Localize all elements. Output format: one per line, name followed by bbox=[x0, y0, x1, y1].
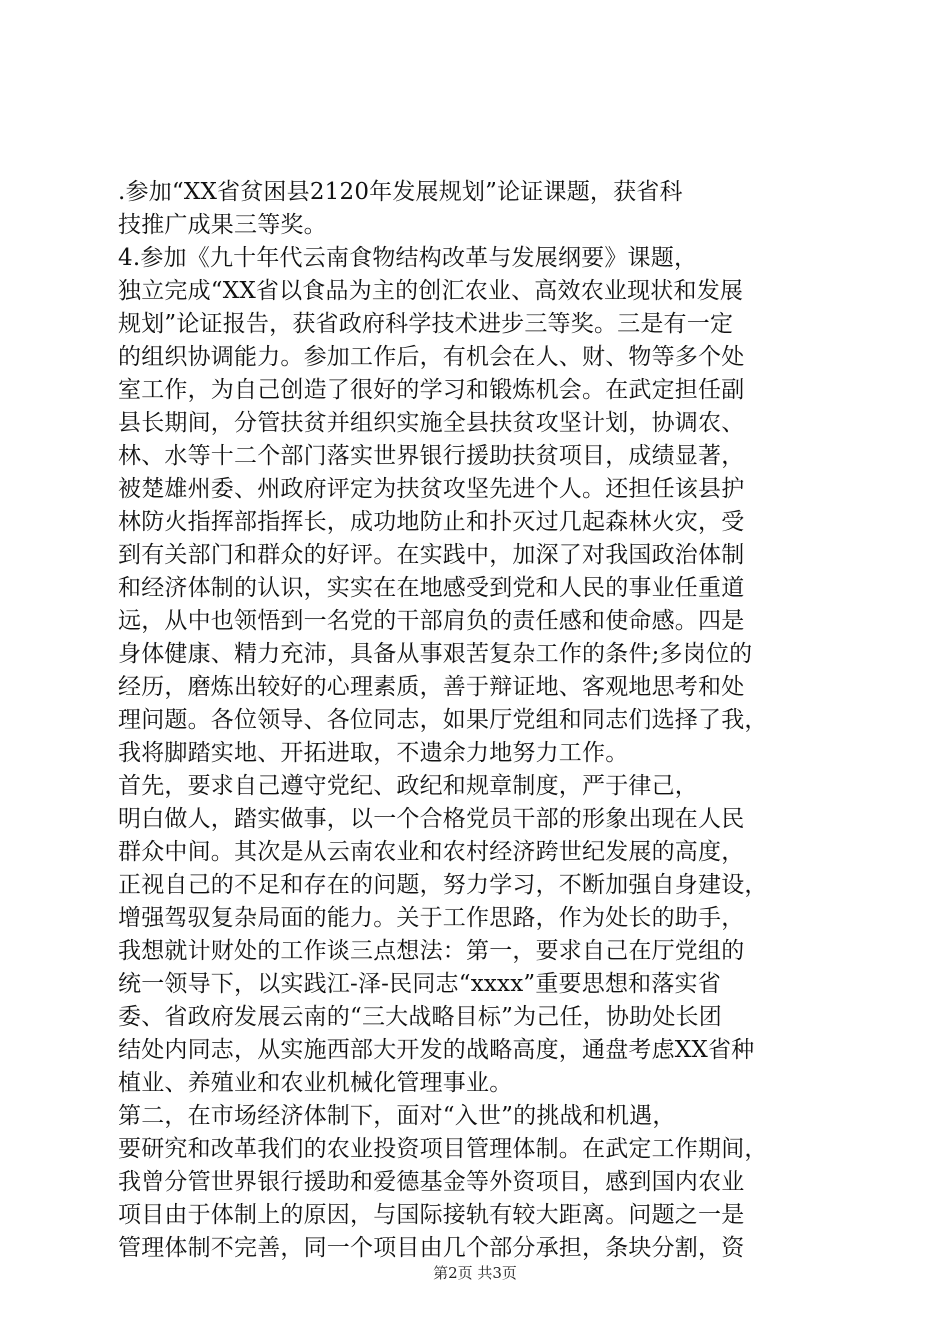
text-line: 植业、养殖业和农业机械化管理事业。 bbox=[118, 1070, 513, 1096]
text-line: .参加“XX省贫困县2120年发展规划”论证课题，获省科 bbox=[118, 179, 683, 205]
text-line: 理问题。各位领导、各位同志，如果厅党组和同志们选择了我， bbox=[118, 707, 768, 733]
text-line: 林防火指挥部指挥长，成功地防止和扑灭过几起森林火灾，受 bbox=[118, 509, 745, 535]
text-line: 林、水等十二个部门落实世界银行援助扶贫项目，成绩显著， bbox=[118, 443, 745, 469]
text-line: 远，从中也领悟到一名党的干部肩负的责任感和使命感。四是 bbox=[118, 608, 745, 634]
text-line: 明白做人，踏实做事，以一个合格党员干部的形象出现在人民 bbox=[118, 806, 745, 832]
text-line: 第二，在市场经济体制下，面对“入世”的挑战和机遇， bbox=[118, 1103, 676, 1129]
text-line: 管理体制不完善，同一个项目由几个部分承担，条块分割，资 bbox=[118, 1235, 745, 1261]
page-number-footer: 第2页 共3页 bbox=[433, 1264, 517, 1282]
text-line: 群众中间。其次是从云南农业和农村经济跨世纪发展的高度， bbox=[118, 839, 745, 865]
text-line: 到有关部门和群众的好评。在实践中，加深了对我国政治体制 bbox=[118, 542, 745, 568]
text-line: 身体健康、精力充沛，具备从事艰苦复杂工作的条件;多岗位的 bbox=[118, 641, 753, 667]
text-line: 规划”论证报告，获省政府科学技术进步三等奖。三是有一定 bbox=[118, 311, 734, 337]
text-line: 县长期间，分管扶贫并组织实施全县扶贫攻坚计划，协调农、 bbox=[118, 410, 745, 436]
text-line: 增强驾驭复杂局面的能力。关于工作思路，作为处长的助手， bbox=[118, 905, 745, 931]
document-body bbox=[118, 176, 834, 1265]
text-line: 首先，要求自己遵守党纪、政纪和规章制度，严于律己， bbox=[118, 773, 698, 799]
text-line: 正视自己的不足和存在的问题，努力学习，不断加强自身建设， bbox=[118, 872, 768, 898]
text-line: 经历，磨炼出较好的心理素质，善于辩证地、客观地思考和处 bbox=[118, 674, 745, 700]
text-line: 要研究和改革我们的农业投资项目管理体制。在武定工作期间， bbox=[118, 1136, 768, 1162]
text-line: 我想就计财处的工作谈三点想法：第一，要求自己在厅党组的 bbox=[118, 938, 745, 964]
text-line: 统一领导下，以实践江-泽-民同志“xxxx”重要思想和落实省 bbox=[118, 971, 721, 997]
text-line: 技推广成果三等奖。 bbox=[118, 212, 327, 238]
text-line: 室工作，为自己创造了很好的学习和锻炼机会。在武定担任副 bbox=[118, 377, 745, 403]
text-line: 项目由于体制上的原因，与国际接轨有较大距离。问题之一是 bbox=[118, 1202, 745, 1228]
text-line: 被楚雄州委、州政府评定为扶贫攻坚先进个人。还担任该县护 bbox=[118, 476, 745, 502]
text-line: 我将脚踏实地、开拓进取，不遗余力地努力工作。 bbox=[118, 740, 629, 766]
text-line: 独立完成“XX省以食品为主的创汇农业、高效农业现状和发展 bbox=[118, 278, 744, 304]
text-line: 和经济体制的认识，实实在在地感受到党和人民的事业任重道 bbox=[118, 575, 745, 601]
text-line: 委、省政府发展云南的“三大战略目标”为己任，协助处长团 bbox=[118, 1004, 722, 1030]
text-line: 4.参加《九十年代云南食物结构改革与发展纲要》课题， bbox=[118, 245, 698, 271]
text-line: 我曾分管世界银行援助和爱德基金等外资项目，感到国内农业 bbox=[118, 1169, 745, 1195]
text-line: 结处内同志，从实施西部大开发的战略高度，通盘考虑XX省种 bbox=[118, 1037, 755, 1063]
text-line: 的组织协调能力。参加工作后，有机会在人、财、物等多个处 bbox=[118, 344, 745, 370]
